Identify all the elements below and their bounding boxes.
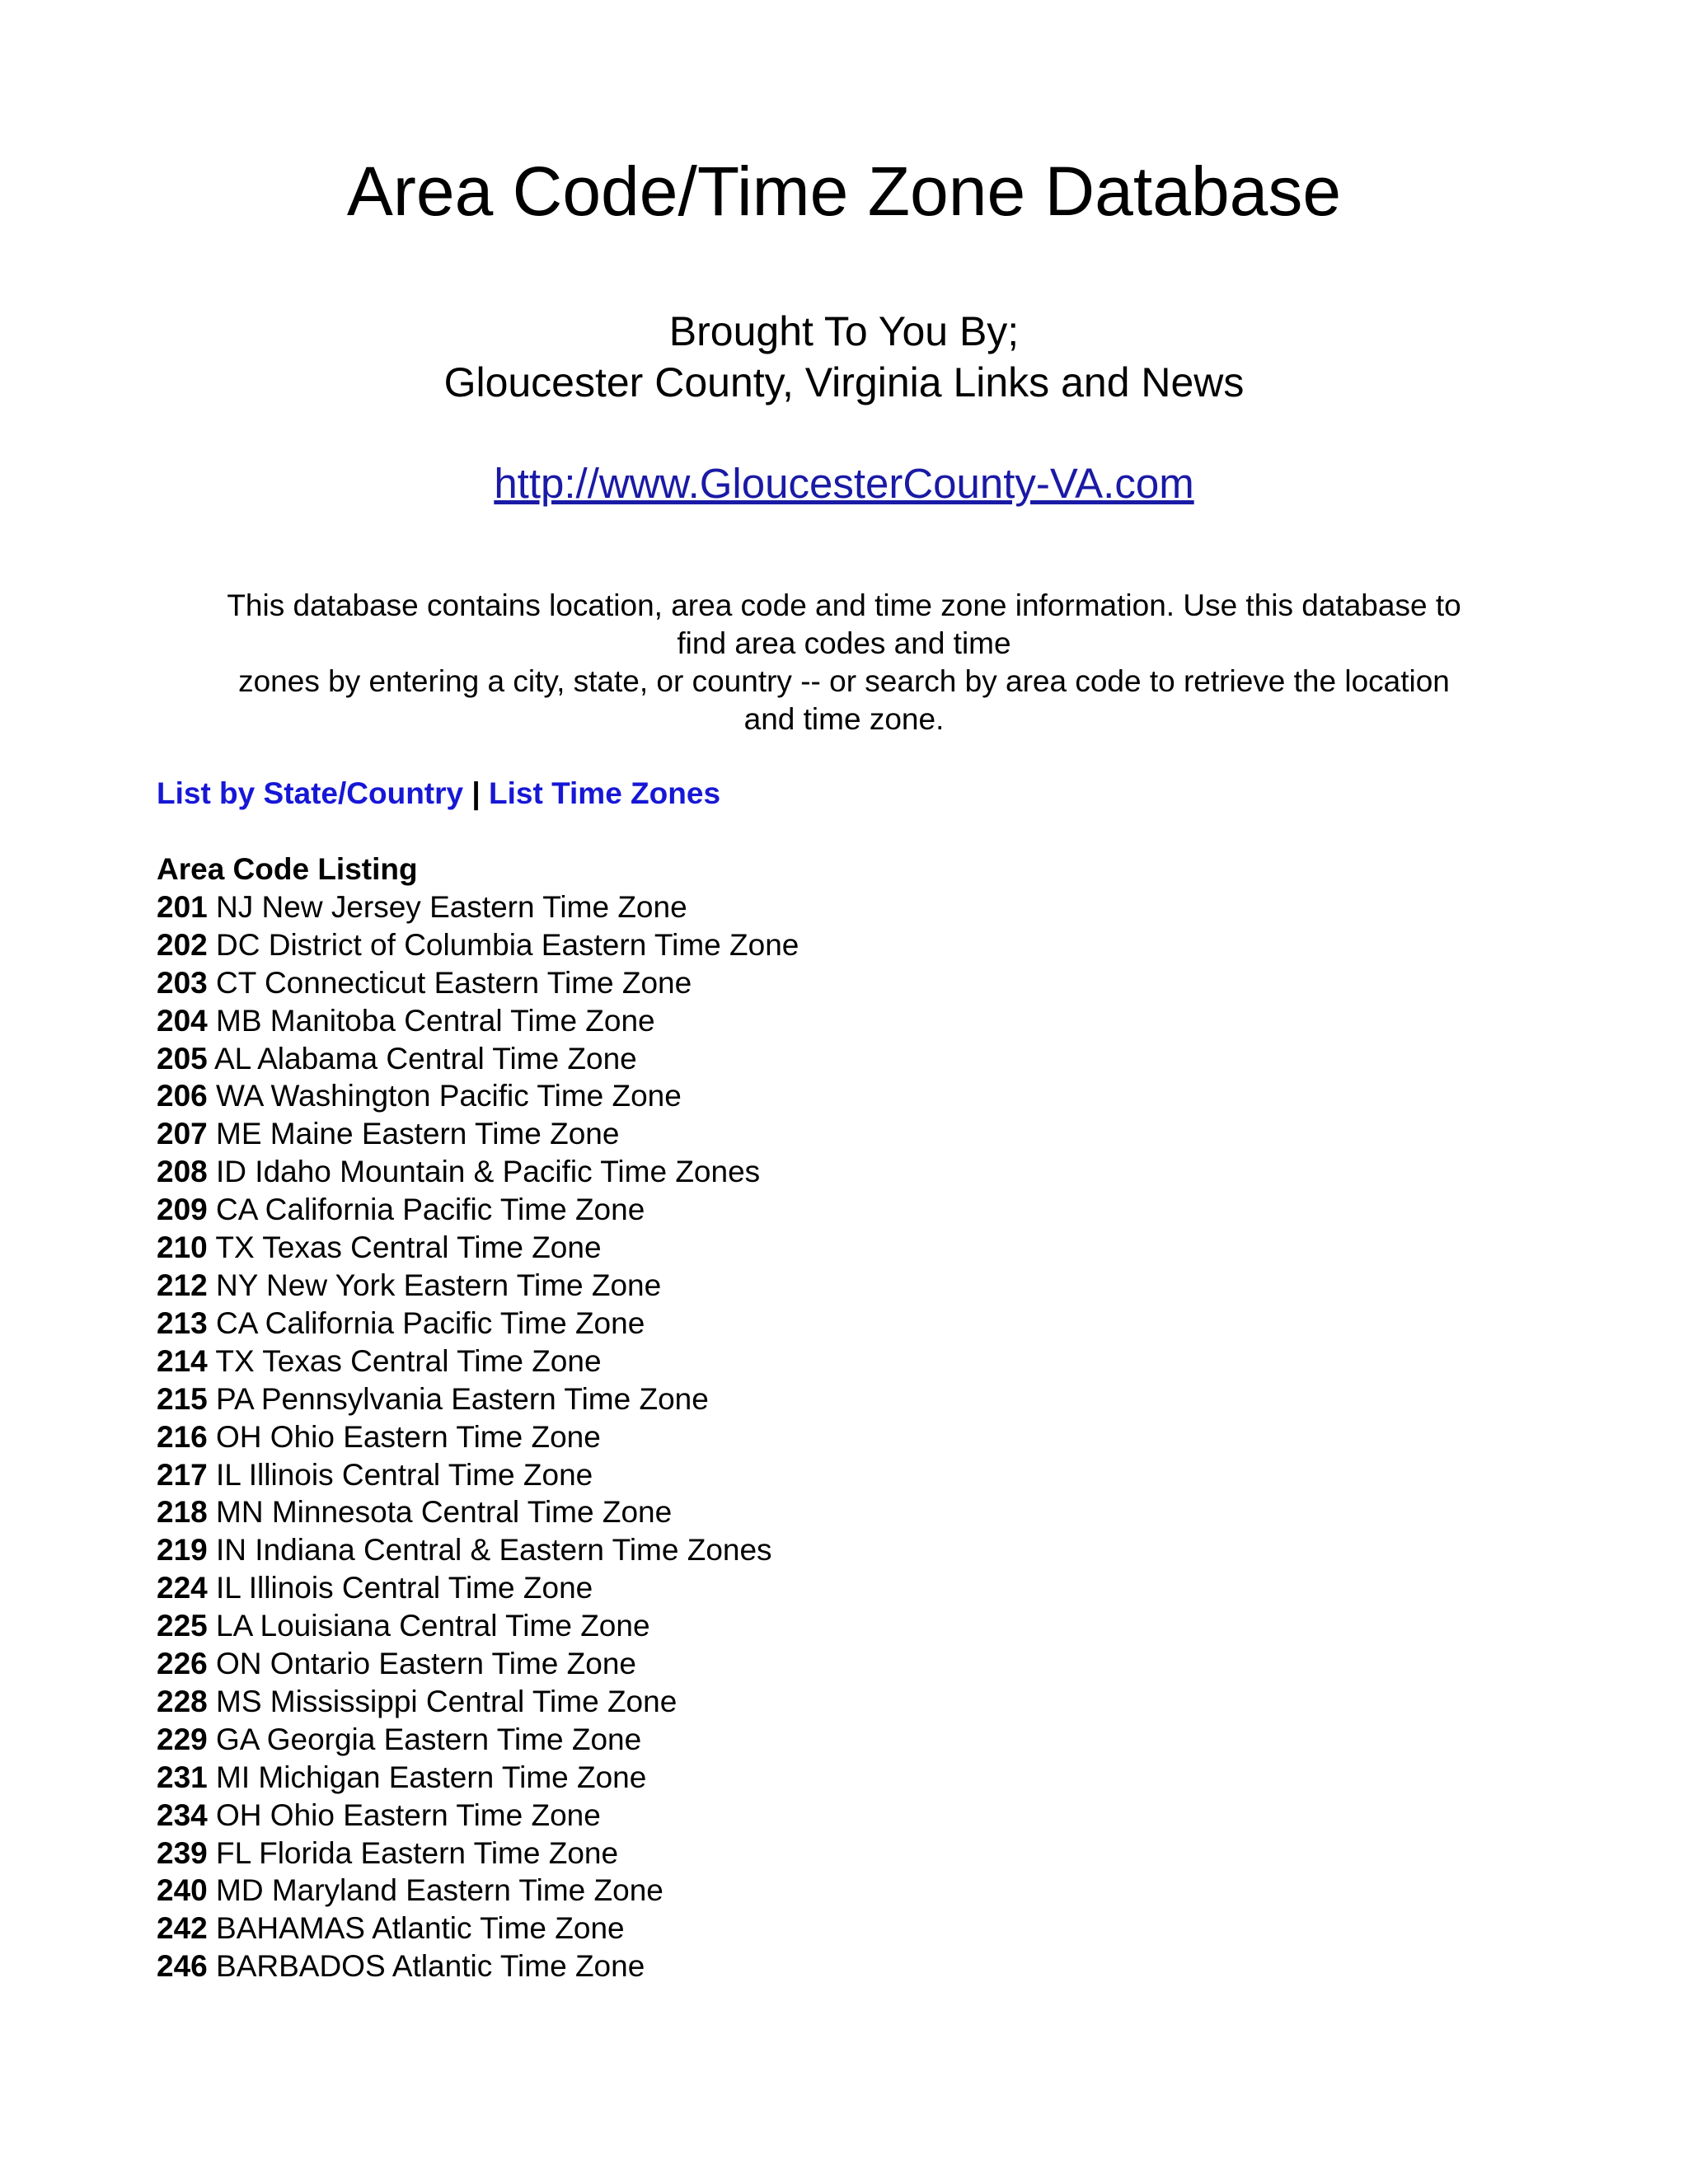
area-code-description: WA Washington Pacific Time Zone [216, 1079, 682, 1113]
list-by-state-link[interactable]: List by State/Country [157, 776, 464, 810]
area-code-description: AL Alabama Central Time Zone [213, 1041, 637, 1076]
list-item [157, 1569, 799, 1607]
area-code-description: ID Idaho Mountain & Pacific Time Zones [216, 1155, 761, 1189]
list-item [157, 1947, 799, 1985]
list-item [157, 1153, 799, 1191]
area-code: 228 [157, 1684, 208, 1718]
area-code: 215 [157, 1381, 208, 1416]
area-code-description: ON Ontario Eastern Time Zone [216, 1647, 636, 1681]
area-code-description: MS Mississippi Central Time Zone [216, 1684, 678, 1718]
area-code-description: ME Maine Eastern Time Zone [216, 1117, 620, 1151]
credit-site-name: Gloucester County, Virginia Links and News [443, 359, 1245, 405]
area-code: 219 [157, 1533, 208, 1568]
listing-rows [157, 888, 799, 1985]
area-code: 240 [157, 1873, 208, 1908]
list-item [157, 1418, 799, 1456]
area-code: 225 [157, 1609, 208, 1643]
list-item [157, 1380, 799, 1418]
list-item [157, 1683, 799, 1721]
area-code: 212 [157, 1268, 208, 1302]
area-code-description: IL Illinois Central Time Zone [216, 1457, 593, 1492]
area-code-description: TX Texas Central Time Zone [215, 1343, 602, 1378]
area-code: 234 [157, 1797, 208, 1832]
area-code: 216 [157, 1419, 208, 1454]
area-code: 209 [157, 1193, 208, 1227]
area-code: 218 [157, 1495, 208, 1530]
list-item [157, 1835, 799, 1872]
credit-line: Brought To You By; [668, 308, 1020, 354]
area-code: 203 [157, 965, 208, 1000]
list-item [157, 1456, 799, 1494]
area-code-description: BARBADOS Atlantic Time Zone [216, 1949, 645, 1984]
nav-separator: | [471, 776, 481, 810]
area-code-description: FL Florida Eastern Time Zone [216, 1835, 619, 1870]
area-code-description: GA Georgia Eastern Time Zone [216, 1722, 642, 1756]
area-code-listing [157, 851, 799, 1985]
list-item [157, 1910, 799, 1947]
area-code: 226 [157, 1647, 208, 1681]
list-item [157, 1607, 799, 1645]
area-code: 229 [157, 1722, 208, 1756]
list-item [157, 1191, 799, 1229]
area-code-description: TX Texas Central Time Zone [215, 1230, 602, 1265]
list-item [157, 1267, 799, 1305]
area-code: 246 [157, 1949, 208, 1984]
list-item [157, 1531, 799, 1569]
list-item [157, 1002, 799, 1040]
area-code-description: BAHAMAS Atlantic Time Zone [216, 1911, 625, 1946]
area-code: 205 [157, 1041, 208, 1076]
area-code: 213 [157, 1305, 208, 1340]
area-code-description: OH Ohio Eastern Time Zone [216, 1419, 601, 1454]
list-item [157, 888, 799, 926]
area-code: 202 [157, 927, 208, 962]
intro-line: find area codes and time [677, 626, 1011, 660]
intro-line: zones by entering a city, state, or country -- or search by area code to retrieve the location [238, 664, 1450, 698]
list-item [157, 1721, 799, 1759]
area-code: 214 [157, 1343, 208, 1378]
area-code: 210 [157, 1230, 208, 1265]
area-code: 208 [157, 1155, 208, 1189]
list-item [157, 1077, 799, 1115]
area-code-description: IL Illinois Central Time Zone [216, 1571, 593, 1605]
area-code-description: MI Michigan Eastern Time Zone [216, 1760, 647, 1794]
intro-line: This database contains location, area code and time zone information. Use this database to [227, 588, 1461, 622]
list-item [157, 1645, 799, 1683]
list-item [157, 1229, 799, 1267]
list-item [157, 1797, 799, 1835]
area-code: 224 [157, 1571, 208, 1605]
list-item [157, 1872, 799, 1910]
area-code-description: MB Manitoba Central Time Zone [216, 1003, 655, 1038]
area-code-description: MN Minnesota Central Time Zone [216, 1495, 673, 1530]
area-code: 217 [157, 1457, 208, 1492]
list-item [157, 1305, 799, 1343]
list-item [157, 1343, 799, 1380]
area-code-description: DC District of Columbia Eastern Time Zone [216, 927, 799, 962]
area-code: 239 [157, 1835, 208, 1870]
area-code-description: LA Louisiana Central Time Zone [216, 1609, 650, 1643]
list-item [157, 1759, 799, 1797]
site-url-block [0, 458, 1688, 509]
page-title: Area Code/Time Zone Database [346, 152, 1342, 230]
area-code: 231 [157, 1760, 208, 1794]
list-nav [157, 775, 720, 813]
area-code-description: OH Ohio Eastern Time Zone [216, 1797, 601, 1832]
site-url-link[interactable]: http://www.GloucesterCounty-VA.com [494, 460, 1194, 507]
area-code: 242 [157, 1911, 208, 1946]
area-code-description: IN Indiana Central & Eastern Time Zones [216, 1533, 772, 1568]
area-code-description: NY New York Eastern Time Zone [216, 1268, 662, 1302]
intro-line: and time zone. [743, 702, 945, 736]
area-code-description: PA Pennsylvania Eastern Time Zone [216, 1381, 709, 1416]
area-code-description: MD Maryland Eastern Time Zone [216, 1873, 663, 1908]
area-code-description: CA California Pacific Time Zone [216, 1305, 645, 1340]
area-code: 204 [157, 1003, 208, 1038]
list-item [157, 1115, 799, 1153]
listing-heading: Area Code Listing [157, 852, 418, 886]
area-code-description: CT Connecticut Eastern Time Zone [216, 965, 692, 1000]
list-item [157, 964, 799, 1002]
list-item [157, 926, 799, 964]
credit-block [0, 306, 1688, 408]
area-code-description: CA California Pacific Time Zone [216, 1193, 645, 1227]
list-item [157, 1040, 799, 1078]
area-code: 206 [157, 1079, 208, 1113]
list-item [157, 1493, 799, 1531]
area-code: 201 [157, 889, 208, 924]
area-code-description: NJ New Jersey Eastern Time Zone [216, 889, 687, 924]
area-code: 207 [157, 1117, 208, 1151]
intro-paragraph [157, 587, 1531, 738]
list-time-zones-link[interactable]: List Time Zones [489, 776, 721, 810]
